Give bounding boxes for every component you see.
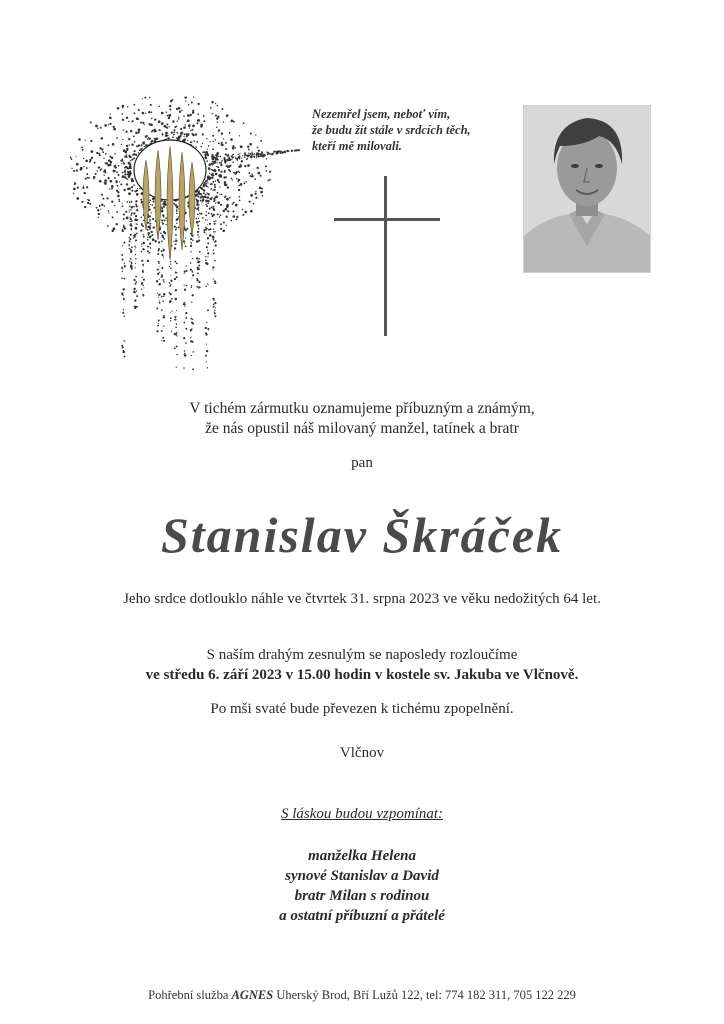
memorial-quote [312,106,512,154]
ceremony-info [0,645,724,685]
cremation-notice: Po mši svaté bude převezen k tichému zpopelnění. [210,701,514,717]
portrait-photo [523,105,651,273]
ceremony-date-location: ve středu 6. září 2023 v 15.00 hodin v kostele sv. Jakuba ve Vlčnově. [145,667,579,683]
cross-icon [334,176,440,336]
family-list [0,846,724,926]
deceased-name: Stanislav Škráček [160,507,564,563]
intro-line: V tichém zármutku oznamujeme příbuzným a známým, [189,400,535,417]
memory-heading: S láskou budou vzpomínat: [280,806,444,822]
family-member: synové Stanislav a David [285,868,439,884]
intro-line: že nás opustil náš milovaný manžel, tatínek a bratr [205,420,519,437]
announcement-intro [0,399,724,439]
footer-brand: AGNES [231,988,274,1002]
ceremony-line: S naším drahým zesnulým se naposledy rozloučíme [206,647,518,663]
death-notice: Jeho srdce dotlouklo náhle ve čtvrtek 31. srpna 2023 ve věku nedožitých 64 let. [123,591,601,607]
quote-line: že budu žít stále v srdcích těch, [312,123,471,137]
quote-line: kteří mě milovali. [312,139,402,153]
footer-contact: Uherský Brod, Bří Lužů 122, tel: 774 182 311, 705 122 229 [273,988,576,1002]
place-name: Vlčnov [339,745,385,761]
quote-line: Nezemřel jsem, neboť vím, [312,107,451,121]
family-member: manželka Helena [308,848,416,864]
family-member: a ostatní příbuzní a přátelé [279,908,445,924]
title-prefix: pan [351,455,373,471]
footer-prefix: Pohřební služba [148,988,232,1002]
funeral-service-footer [0,988,724,1003]
family-member: bratr Milan s rodinou [294,888,430,904]
candle-flame-illustration [70,90,305,370]
